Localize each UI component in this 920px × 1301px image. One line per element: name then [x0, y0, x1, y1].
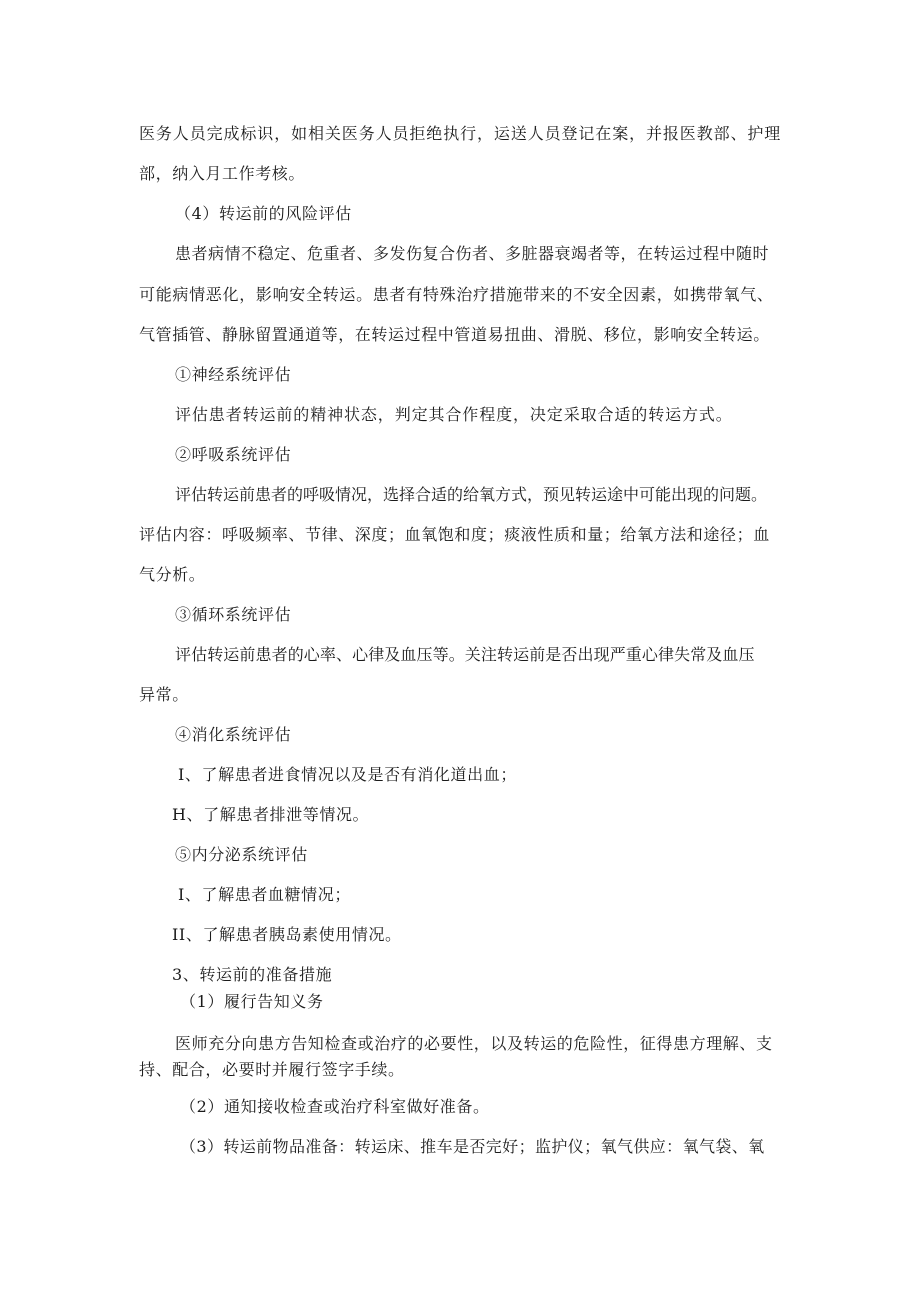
paragraph-line: （3）转运前物品准备：转运床、推车是否完好；监护仪；氧气供应：氧气袋、氧	[180, 1137, 765, 1156]
paragraph-line: 评估转运前患者的心率、心律及血压等。关注转运前是否出现严重心律失常及血压	[175, 645, 755, 664]
section-heading: （1）履行告知义务	[180, 992, 324, 1011]
paragraph-line: 异常。	[139, 685, 189, 704]
subsection-heading: ④消化系统评估	[175, 725, 292, 744]
subsection-heading: ①神经系统评估	[175, 365, 292, 384]
paragraph-line: 医务人员完成标识，如相关医务人员拒绝执行，运送人员登记在案，并报医教部、护理	[139, 124, 782, 143]
paragraph-line: 可能病情恶化，影响安全转运。患者有特殊治疗措施带来的不安全因素，如携带氧气、	[139, 285, 774, 304]
section-heading: （4）转运前的风险评估	[175, 204, 352, 223]
list-item: H、了解患者排泄等情况。	[172, 805, 370, 824]
subsection-heading: ③循环系统评估	[175, 605, 292, 624]
paragraph-line: 患者病情不稳定、危重者、多发伤复合伤者、多脏器衰竭者等，在转运过程中随时	[175, 244, 770, 263]
list-item: I、了解患者血糖情况；	[178, 885, 351, 904]
paragraph-line: 气分析。	[139, 565, 206, 584]
paragraph-line: 医师充分向患方告知检查或治疗的必要性，以及转运的危险性，征得患方理解、支	[175, 1034, 773, 1053]
paragraph-line: 评估内容：呼吸频率、节律、深度；血氧饱和度；痰液性质和量；给氧方法和途径；血	[139, 525, 770, 544]
list-item: I、了解患者进食情况以及是否有消化道出血；	[178, 765, 517, 784]
paragraph-line: 持、配合，必要时并履行签字手续。	[139, 1060, 405, 1079]
paragraph-line: 气管插管、静脉留置通道等，在转运过程中管道易扭曲、滑脱、移位，影响安全转运。	[139, 325, 770, 344]
section-heading: （2）通知接收检查或治疗科室做好准备。	[180, 1097, 490, 1116]
paragraph-line: 部，纳入月工作考核。	[139, 164, 306, 183]
paragraph-line: 评估患者转运前的精神状态，判定其合作程度，决定采取合适的转运方式。	[175, 405, 733, 424]
subsection-heading: ⑤内分泌系统评估	[175, 845, 308, 864]
subsection-heading: ②呼吸系统评估	[175, 445, 292, 464]
paragraph-line: 评估转运前患者的呼吸情况，选择合适的给氧方式，预见转运途中可能出现的问题。	[175, 485, 768, 504]
list-item: II、了解患者胰岛素使用情况。	[172, 925, 402, 944]
section-heading: 3、转运前的准备措施	[172, 965, 333, 984]
